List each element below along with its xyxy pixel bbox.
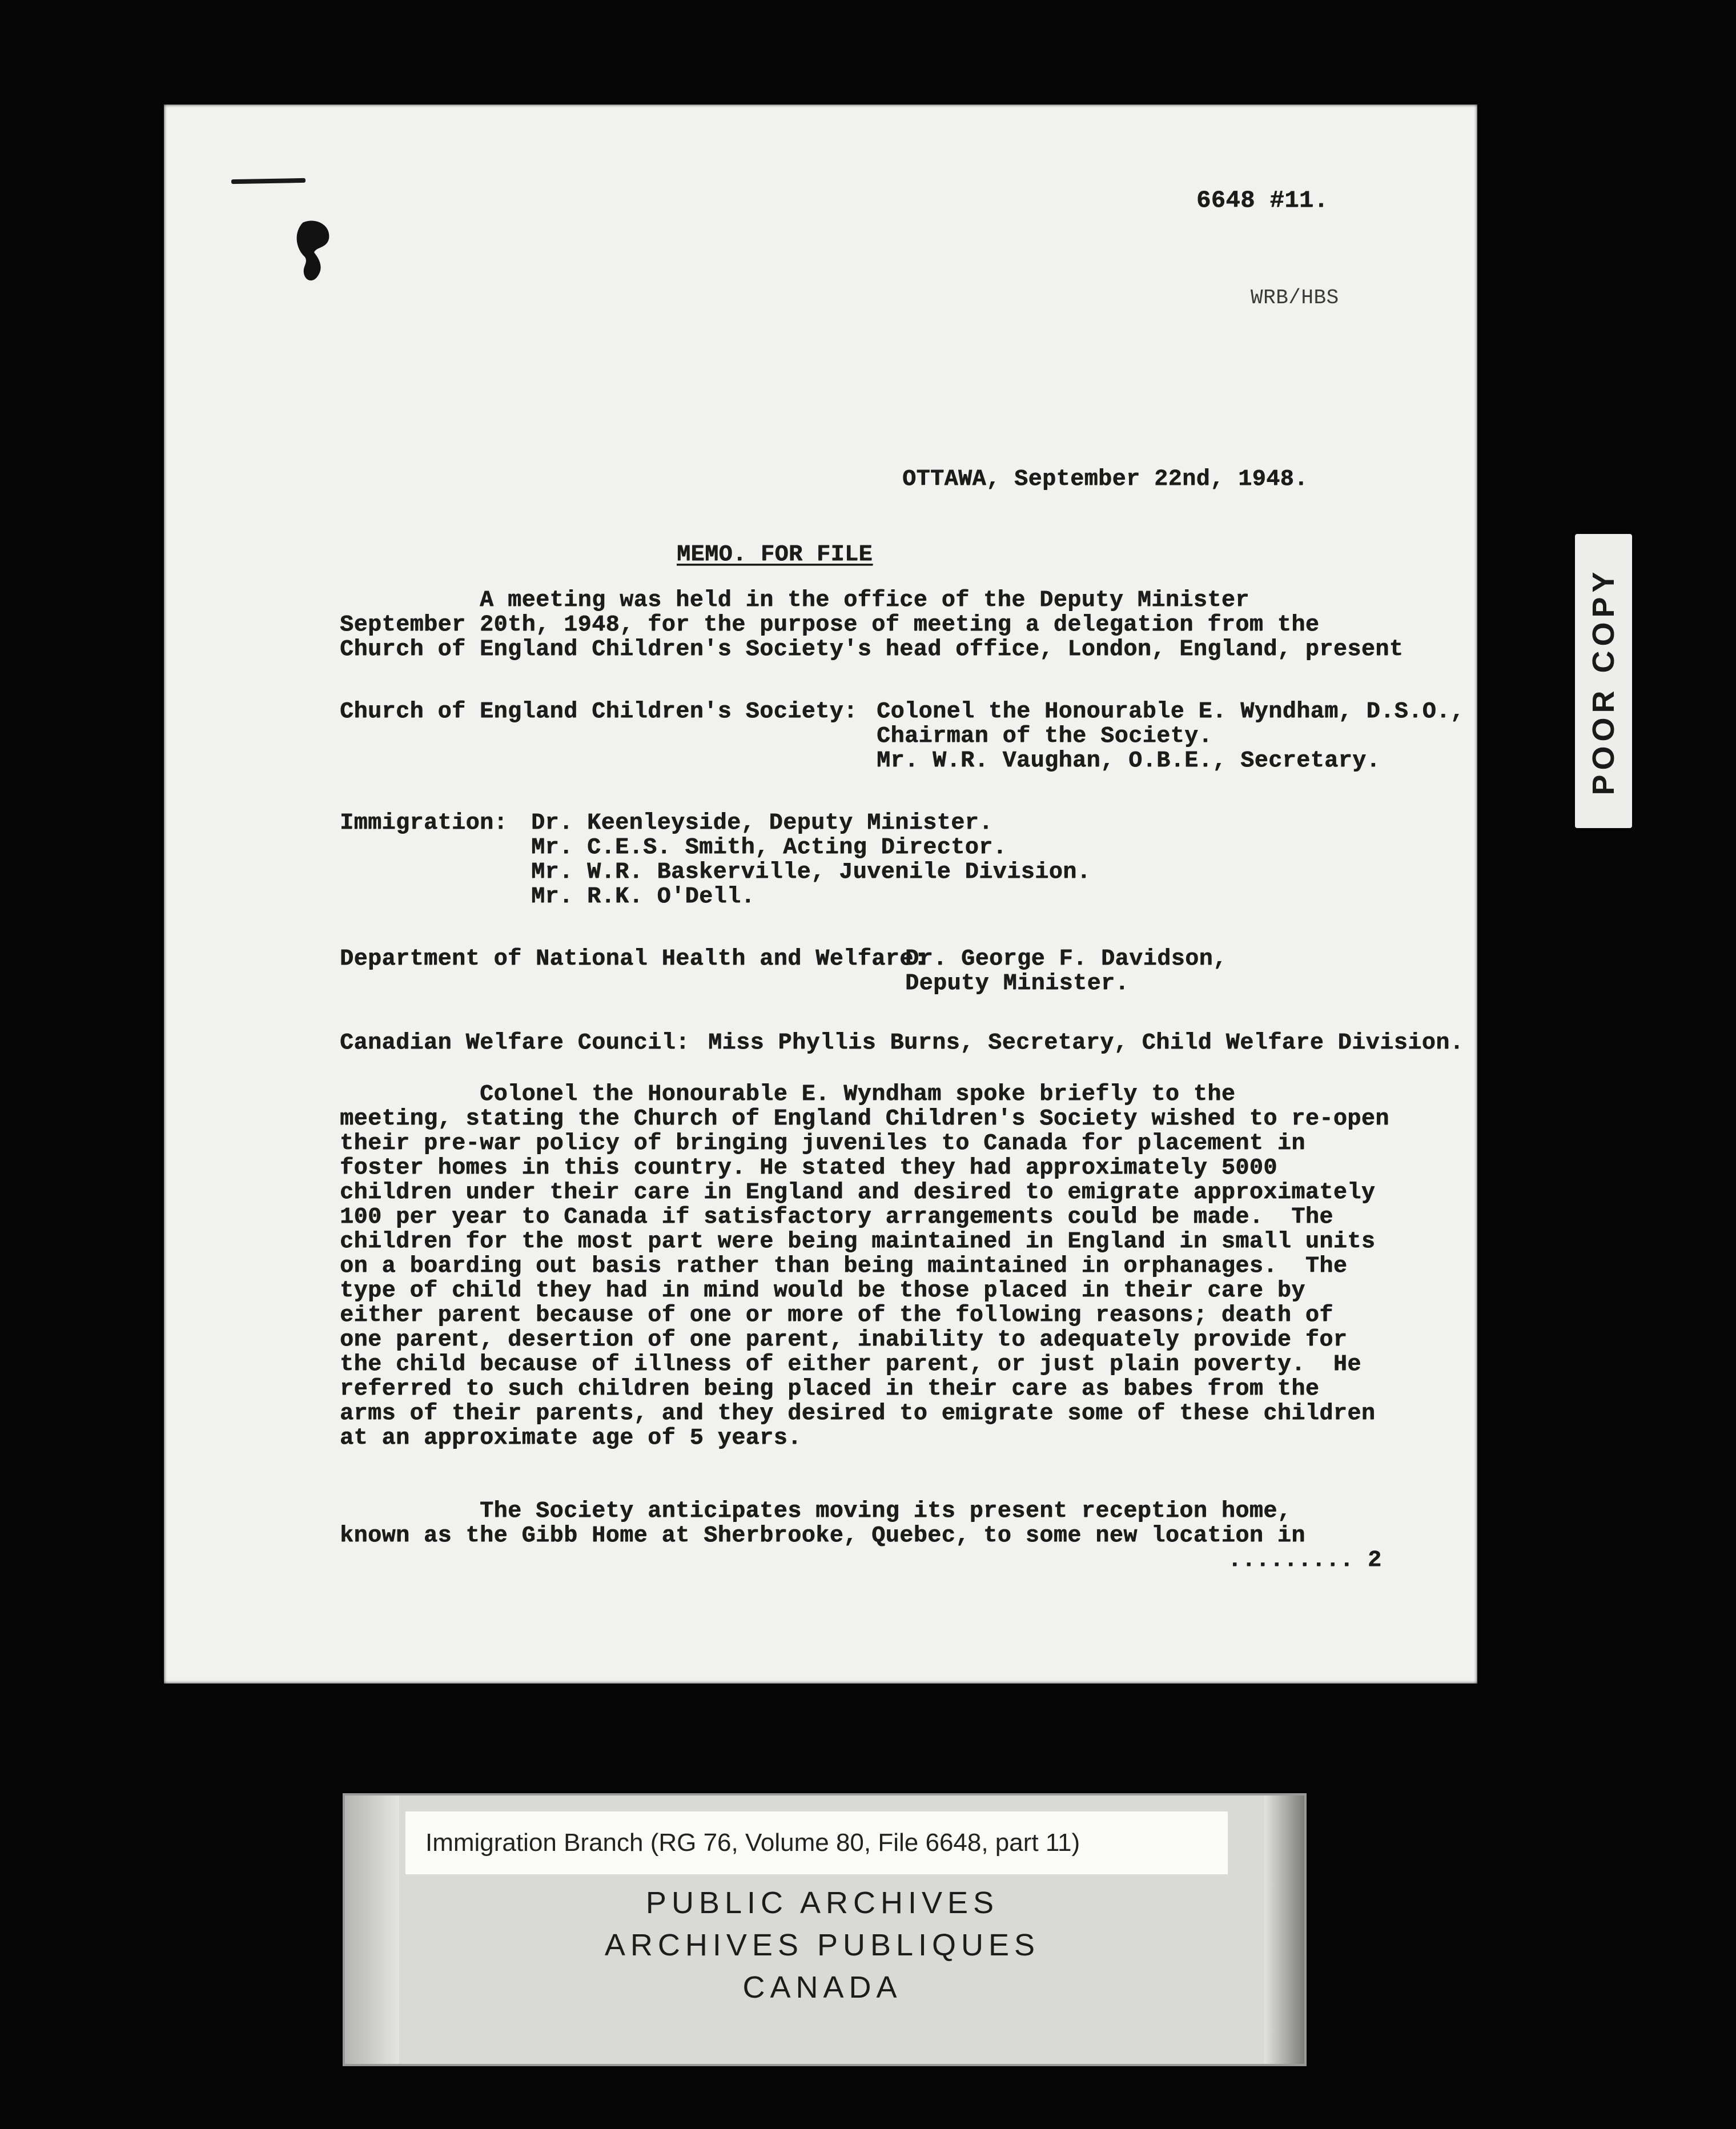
archives-stamp bbox=[394, 1882, 1251, 2009]
archives-stamp-line: PUBLIC ARCHIVES bbox=[645, 1886, 999, 1920]
paragraph-line: known as the Gibb Home at Sherbrooke, Quebec, to some new location in bbox=[340, 1523, 1305, 1549]
paragraph-line: arms of their parents, and they desired to emigrate some of these children bbox=[340, 1401, 1376, 1427]
paragraph-line: either parent because of one or more of the following reasons; death of bbox=[340, 1303, 1333, 1328]
paragraph-line: 100 per year to Canada if satisfactory arrangements could be made. The bbox=[340, 1204, 1333, 1230]
reference-initials: WRB/HBS bbox=[1251, 286, 1339, 310]
paragraph-line: the child because of illness of either parent, or just plain poverty. He bbox=[340, 1352, 1361, 1377]
paragraph-line: Colonel the Honourable E. Wyndham spoke briefly to the bbox=[340, 1082, 1236, 1107]
attendee-name: Mr. C.E.S. Smith, Acting Director. bbox=[531, 835, 1007, 861]
attendee-name: Dr. Keenleyside, Deputy Minister. bbox=[531, 810, 993, 836]
attendee-name: Mr. R.K. O'Dell. bbox=[531, 884, 756, 910]
attendee-name: Chairman of the Society. bbox=[877, 724, 1213, 749]
archives-stamp-line: CANADA bbox=[742, 1970, 902, 2005]
paragraph-line: The Society anticipates moving its present reception home, bbox=[340, 1499, 1292, 1524]
poor-copy-text: POOR COPY bbox=[1586, 567, 1621, 796]
memo-title: MEMO. FOR FILE bbox=[677, 542, 873, 568]
document-number: 6648 #11. bbox=[1196, 187, 1329, 214]
attendee-group-label: Immigration: bbox=[340, 810, 508, 836]
attendee-name: Deputy Minister. bbox=[905, 971, 1130, 997]
attendee-group-label: Church of England Children's Society: bbox=[340, 699, 858, 725]
paragraph-line: type of child they had in mind would be those placed in their care by bbox=[340, 1278, 1305, 1304]
dateline: OTTAWA, September 22nd, 1948. bbox=[902, 467, 1308, 492]
intro-line-3: Church of England Children's Society's head office, London, England, present bbox=[340, 637, 1404, 662]
strip-shadow bbox=[1264, 1795, 1304, 2064]
intro-line-2: September 20th, 1948, for the purpose of meeting a delegation from the bbox=[340, 612, 1320, 638]
paragraph-line: children for the most part were being maintained in England in small units bbox=[340, 1229, 1376, 1255]
attendee-name: Mr. W.R. Vaughan, O.B.E., Secretary. bbox=[877, 748, 1381, 774]
paragraph-line: their pre-war policy of bringing juveniles to Canada for placement in bbox=[340, 1131, 1305, 1156]
continuation-marker: ......... 2 bbox=[1228, 1548, 1382, 1573]
ink-blot bbox=[291, 217, 336, 286]
attendee-name: Colonel the Honourable E. Wyndham, D.S.O., bbox=[877, 699, 1465, 725]
strip-shadow bbox=[345, 1795, 399, 2064]
paragraph-line: foster homes in this country. He stated they had approximately 5000 bbox=[340, 1155, 1277, 1181]
attendee-name: Mr. W.R. Baskerville, Juvenile Division. bbox=[531, 859, 1091, 885]
paragraph-line: meeting, stating the Church of England Children's Society wished to re-open bbox=[340, 1106, 1389, 1132]
attendee-group-label: Department of National Health and Welfare: bbox=[340, 946, 928, 972]
paragraph-line: one parent, desertion of one parent, inability to adequately provide for bbox=[340, 1327, 1348, 1353]
paragraph-line: referred to such children being placed in their care as babes from the bbox=[340, 1376, 1320, 1402]
poor-copy-stamp bbox=[1575, 534, 1632, 828]
archives-stamp-line: ARCHIVES PUBLIQUES bbox=[604, 1928, 1040, 1962]
attendee-name: Miss Phyllis Burns, Secretary, Child Welfare Division. bbox=[708, 1030, 1464, 1056]
intro-line-1: A meeting was held in the office of the Deputy Minister bbox=[340, 588, 1249, 613]
attendee-group-label: Canadian Welfare Council: bbox=[340, 1030, 690, 1056]
attendee-name: Dr. George F. Davidson, bbox=[905, 946, 1227, 972]
paragraph-line: at an approximate age of 5 years. bbox=[340, 1425, 802, 1451]
paragraph-line: children under their care in England and desired to emigrate approximately bbox=[340, 1180, 1376, 1206]
paragraph-line: on a boarding out basis rather than being maintained in orphanages. The bbox=[340, 1254, 1348, 1279]
file-reference-label: Immigration Branch (RG 76, Volume 80, File 6648, part 11) bbox=[405, 1811, 1228, 1874]
